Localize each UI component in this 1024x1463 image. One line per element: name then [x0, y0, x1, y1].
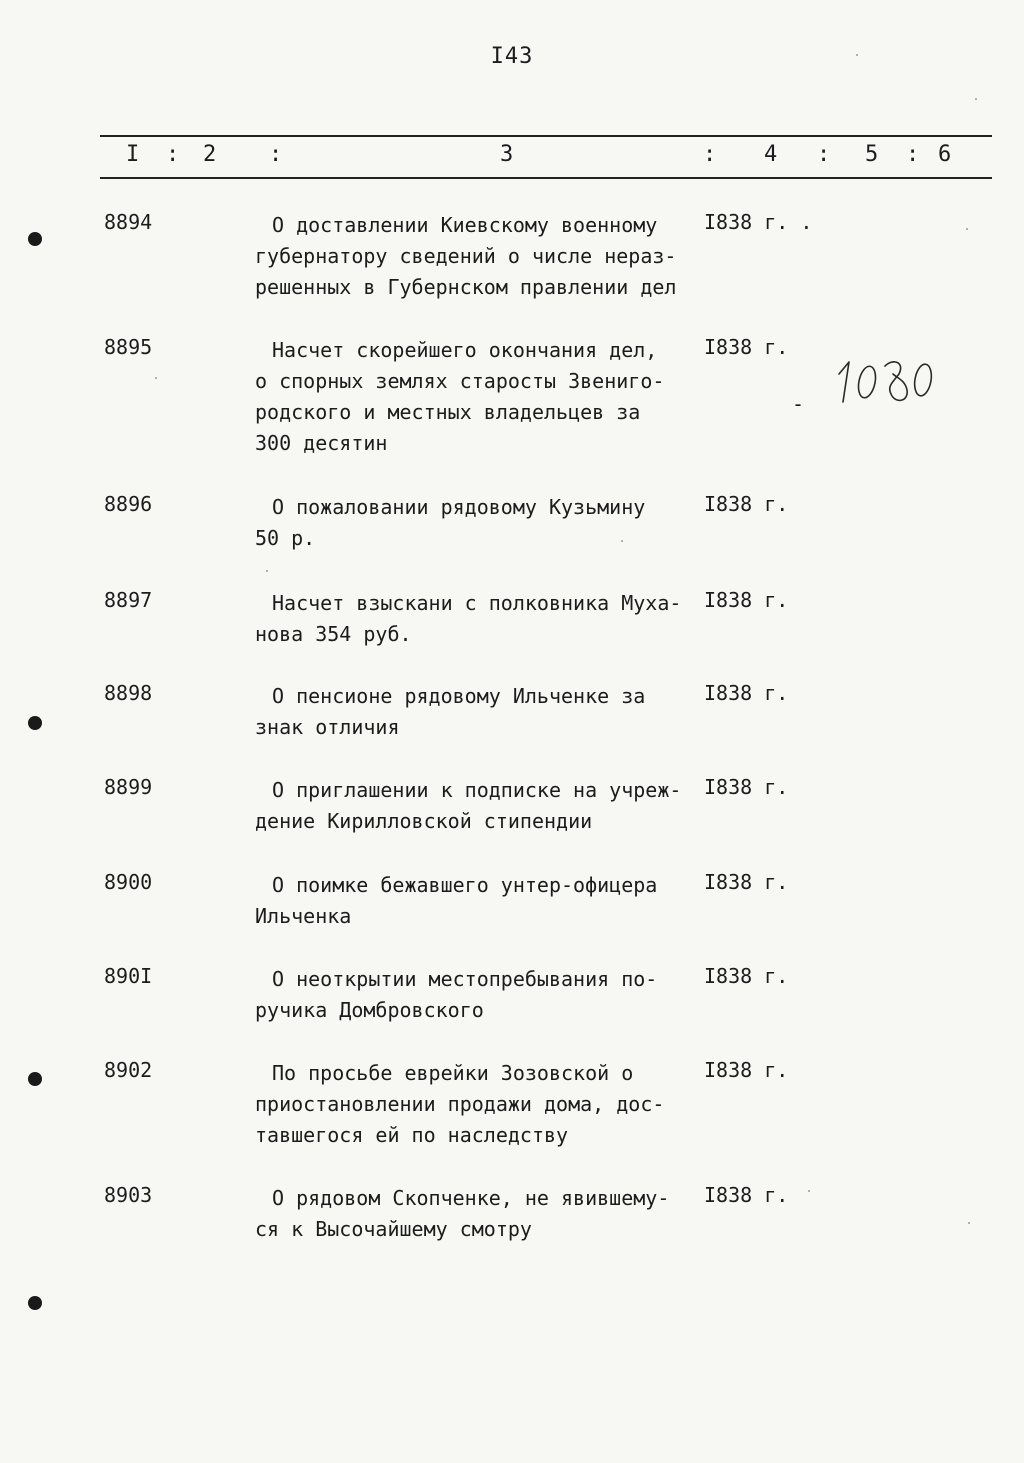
- paper-speck: [856, 54, 858, 56]
- paper-speck: [975, 98, 977, 100]
- entry-number: 8896: [104, 492, 153, 516]
- column-header-6: 6: [938, 142, 952, 167]
- column-separator: :: [166, 142, 180, 167]
- entry-line: приостановлении продажи дома, дос-: [255, 1092, 665, 1116]
- entry-line: тавшегося ей по наследству: [255, 1123, 569, 1147]
- binding-hole-icon: [28, 1072, 42, 1086]
- entry-number: 890I: [104, 964, 153, 988]
- entry-line: О неоткрытии местопребывания по-: [272, 967, 658, 991]
- entry-year: I838 г.: [704, 775, 789, 799]
- entry-description: [255, 1058, 700, 1151]
- entry-description: [255, 964, 700, 1026]
- entry-line: О рядовом Скопченке, не явившему-: [272, 1186, 670, 1210]
- entry-line: 50 р.: [255, 526, 316, 550]
- entry-line: 300 десятин: [255, 431, 388, 455]
- binding-hole-icon: [28, 716, 42, 730]
- entry-year: I838 г.: [704, 870, 789, 894]
- column-header-4: 4: [764, 142, 778, 167]
- entry-line: решенных в Губернском правлении дел: [255, 275, 677, 299]
- column-header-3: 3: [500, 142, 514, 167]
- entry-number: 8898: [104, 681, 153, 705]
- entry-number: 8895: [104, 335, 153, 359]
- entry-description: [255, 870, 700, 932]
- column-header-2: 2: [203, 142, 217, 167]
- entry-year: I838 г.: [704, 335, 789, 359]
- entry-year: I838 г.: [704, 681, 789, 705]
- entry-year: I838 г.: [704, 964, 789, 988]
- entry-line: дение Кирилловской стипендии: [255, 809, 593, 833]
- entry-line: Насчет скорейшего окончания дел,: [272, 338, 658, 362]
- paper-speck: [621, 540, 623, 542]
- page-number: I43: [490, 44, 534, 69]
- entry-description: [255, 681, 700, 743]
- entry-line: о спорных землях старосты Звениго-: [255, 369, 665, 393]
- entry-line: Ильченка: [255, 904, 352, 928]
- table-header-rule: [100, 177, 992, 179]
- entry-number: 8894: [104, 210, 153, 234]
- entry-year: I838 г.: [704, 588, 789, 612]
- column-separator: :: [906, 142, 920, 167]
- entry-line: По просьбе еврейки Зозовской о: [272, 1061, 634, 1085]
- column-separator: :: [269, 142, 283, 167]
- column-separator: :: [817, 142, 831, 167]
- paper-speck: [966, 228, 968, 230]
- entry-description: [255, 775, 700, 837]
- paper-speck: [808, 1190, 810, 1192]
- entry-line: Насчет взыскани с полковника Муха-: [272, 591, 682, 615]
- handwritten-number: [833, 352, 943, 412]
- entry-year: I838 г.: [704, 1058, 789, 1082]
- column-header-5: 5: [865, 142, 879, 167]
- entry-line: ся к Высочайшему смотру: [255, 1217, 532, 1241]
- entry-line: О приглашении к подписке на учреж-: [272, 778, 682, 802]
- table-top-rule: [100, 135, 992, 137]
- entry-line: губернатору сведений о числе нераз-: [255, 244, 677, 268]
- entry-number: 8902: [104, 1058, 153, 1082]
- paper-speck: [968, 1222, 970, 1224]
- entry-description: [255, 1183, 700, 1245]
- entry-description: [255, 210, 700, 303]
- entry-line: О пожаловании рядовому Кузьмину: [272, 495, 646, 519]
- column-header-1: I: [126, 142, 140, 167]
- entry-description: [255, 588, 700, 650]
- entry-year: I838 г.: [704, 1183, 789, 1207]
- entry-line: родского и местных владельцев за: [255, 400, 641, 424]
- entry-year: I838 г.: [704, 492, 789, 516]
- paper-speck: [155, 377, 157, 379]
- binding-hole-icon: [28, 232, 42, 246]
- entry-number: 8899: [104, 775, 153, 799]
- margin-dash-mark: -: [792, 392, 805, 416]
- entry-line: О пенсионе рядовому Ильченке за: [272, 684, 646, 708]
- entry-line: О поимке бежавшего унтер-офицера: [272, 873, 658, 897]
- binding-hole-icon: [28, 1296, 42, 1310]
- column-separator: :: [703, 142, 717, 167]
- entry-description: [255, 335, 700, 459]
- entry-number: 8897: [104, 588, 153, 612]
- entry-number: 8900: [104, 870, 153, 894]
- entry-line: О доставлении Киевскому военному: [272, 213, 658, 237]
- entry-number: 8903: [104, 1183, 153, 1207]
- entry-line: нова 354 руб.: [255, 622, 412, 646]
- entry-line: знак отличия: [255, 715, 400, 739]
- entry-description: [255, 492, 700, 554]
- paper-speck: [266, 570, 268, 572]
- entry-year: I838 г. .: [704, 210, 813, 234]
- entry-line: ручика Домбровского: [255, 998, 484, 1022]
